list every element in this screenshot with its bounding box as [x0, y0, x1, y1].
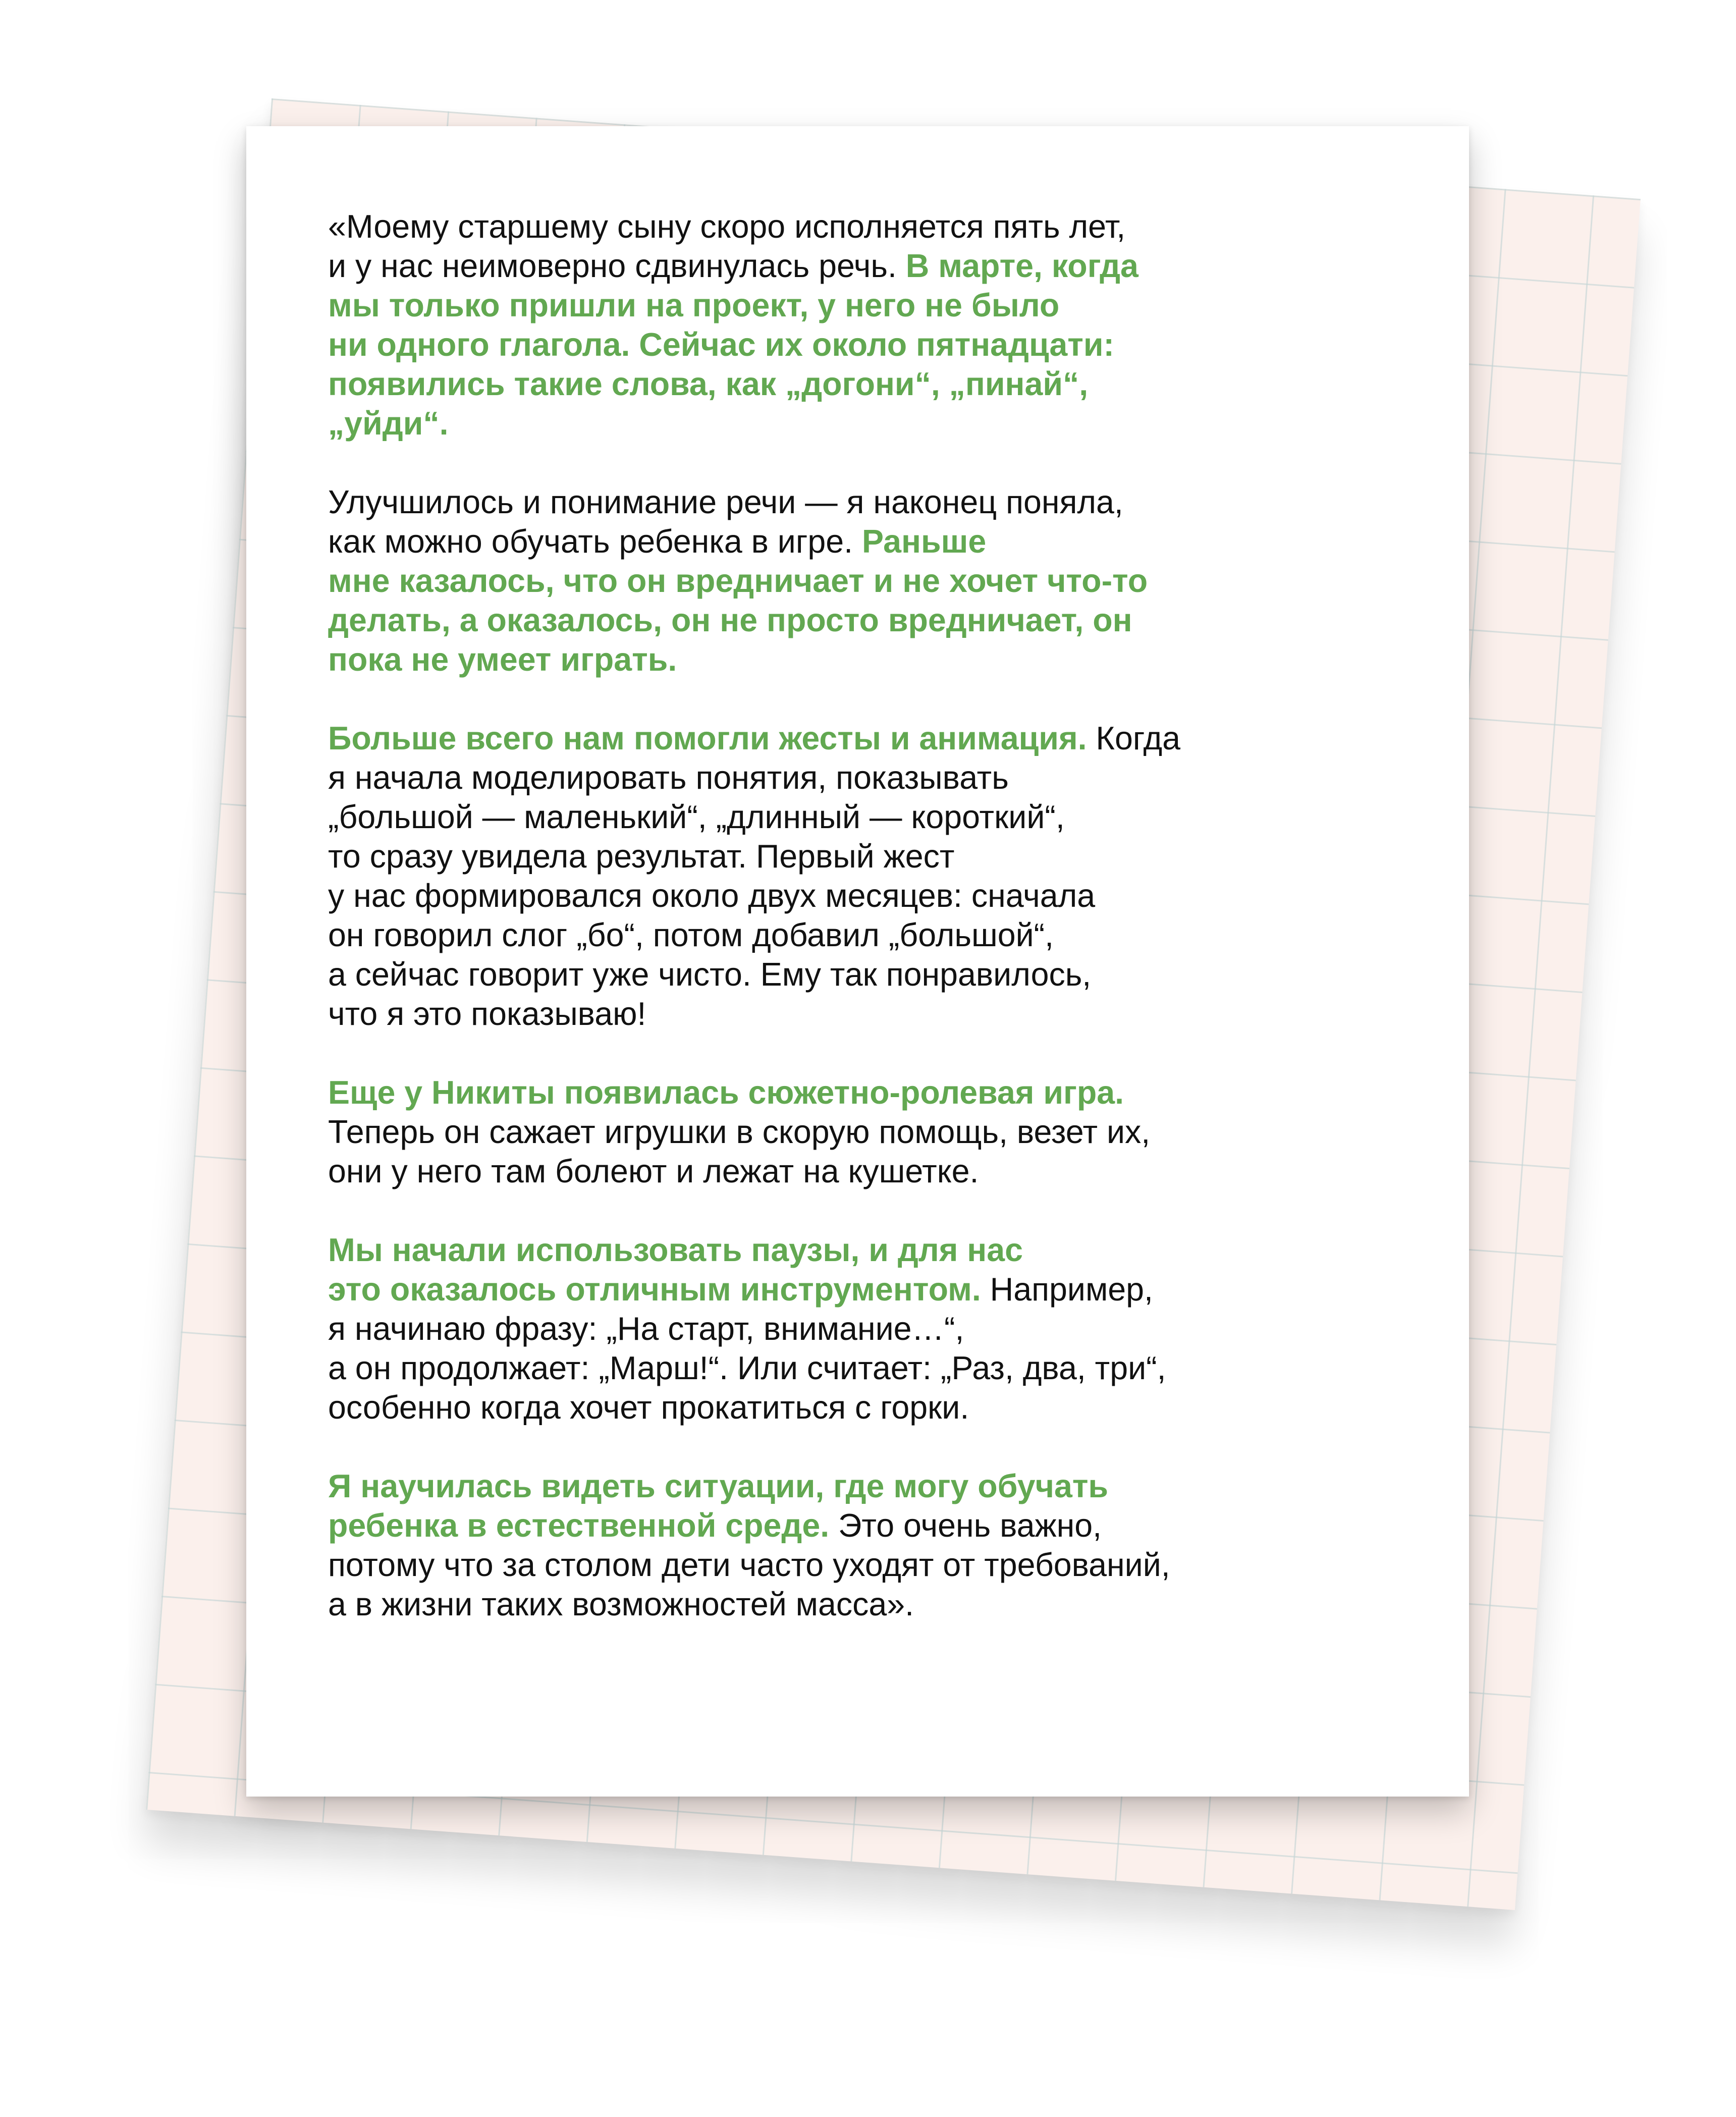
text-line: [328, 640, 1418, 679]
highlight-text: Мы начали использовать паузы, и для нас: [328, 1232, 1023, 1268]
text-line: [328, 325, 1418, 364]
highlight-text: Еще у Никиты появилась сюжетно-ролевая игра.: [328, 1074, 1124, 1111]
text-line: [328, 994, 1418, 1034]
regular-text: особенно когда хочет прокатиться с горки.: [328, 1389, 969, 1426]
highlight-text: ни одного глагола. Сейчас их около пятнадцати:: [328, 327, 1115, 363]
paragraph-2: [328, 482, 1418, 679]
text-line: [328, 1545, 1418, 1585]
text-line: [328, 1467, 1418, 1506]
regular-text: они у него там болеют и лежат на кушетке.: [328, 1153, 979, 1189]
regular-text: я начинаю фразу: „На старт, внимание…“,: [328, 1311, 964, 1347]
highlight-text: Я научилась видеть ситуации, где могу обучать: [328, 1468, 1109, 1504]
paragraph-gap: [328, 1427, 1418, 1467]
text-line: [328, 1270, 1418, 1309]
text-line: [328, 246, 1418, 286]
text-line: [328, 561, 1418, 601]
text-line: [328, 286, 1418, 325]
regular-text: у нас формировался около двух месяцев: сначала: [328, 878, 1096, 914]
regular-text: Когда: [1087, 720, 1181, 756]
highlight-text: делать, а оказалось, он не просто вредничает, он: [328, 602, 1132, 638]
text-line: [328, 797, 1418, 837]
regular-text: «Моему старшему сыну скоро исполняется пять лет,: [328, 208, 1126, 245]
text-line: [328, 1073, 1418, 1112]
paragraph-gap: [328, 1191, 1418, 1230]
text-line: [328, 837, 1418, 876]
highlight-text: В марте, когда: [905, 248, 1138, 284]
regular-text: он говорил слог „бо“, потом добавил „большой“,: [328, 917, 1054, 953]
paragraph-gap: [328, 679, 1418, 719]
highlight-text: пока не умеет играть.: [328, 641, 677, 678]
paragraph-4: [328, 1073, 1418, 1191]
regular-text: а он продолжает: „Марш!“. Или считает: „Раз, два, три“,: [328, 1350, 1166, 1386]
text-line: [328, 1309, 1418, 1348]
paragraph-5: [328, 1230, 1418, 1427]
regular-text: потому что за столом дети часто уходят от требований,: [328, 1547, 1170, 1583]
highlight-text: мы только пришли на проект, у него не было: [328, 287, 1060, 323]
regular-text: Теперь он сажает игрушки в скорую помощь, везет их,: [328, 1114, 1151, 1150]
paragraph-3: [328, 719, 1418, 1034]
highlight-text: „уйди“.: [328, 405, 449, 442]
highlight-text: мне казалось, что он вредничает и не хочет что-то: [328, 563, 1148, 599]
paragraph-gap: [328, 1034, 1418, 1073]
quote-page: [246, 126, 1469, 1797]
text-line: [328, 1506, 1418, 1545]
text-line: [328, 1348, 1418, 1388]
text-line: [328, 719, 1418, 758]
highlight-text: появились такие слова, как „догони“, „пинай“,: [328, 366, 1089, 402]
quote-text: [328, 207, 1418, 1624]
text-line: [328, 1230, 1418, 1270]
text-line: [328, 758, 1418, 797]
regular-text: и у нас неимоверно сдвинулась речь.: [328, 248, 906, 284]
regular-text: а сейчас говорит уже чисто. Ему так понравилось,: [328, 956, 1092, 993]
text-line: [328, 601, 1418, 640]
text-line: [328, 955, 1418, 994]
regular-text: как можно обучать ребенка в игре.: [328, 523, 862, 560]
text-line: [328, 404, 1418, 443]
regular-text: Например,: [981, 1271, 1153, 1308]
regular-text: Улучшилось и понимание речи — я наконец поняла,: [328, 484, 1123, 520]
highlight-text: Раньше: [861, 523, 987, 560]
text-line: [328, 482, 1418, 522]
regular-text: „большой — маленький“, „длинный — короткий“,: [328, 799, 1065, 835]
text-line: [328, 1585, 1418, 1624]
text-line: [328, 522, 1418, 561]
text-line: [328, 876, 1418, 915]
regular-text: что я это показываю!: [328, 996, 646, 1032]
regular-text: я начала моделировать понятия, показывать: [328, 759, 1009, 796]
paragraph-1: [328, 207, 1418, 443]
text-line: [328, 1152, 1418, 1191]
text-line: [328, 1388, 1418, 1427]
paragraph-6: [328, 1467, 1418, 1624]
highlight-text: это оказалось отличным инструментом.: [328, 1271, 981, 1308]
paragraph-gap: [328, 443, 1418, 482]
text-line: [328, 1112, 1418, 1152]
text-line: [328, 915, 1418, 955]
highlight-text: ребенка в естественной среде.: [328, 1507, 830, 1544]
regular-text: то сразу увидела результат. Первый жест: [328, 838, 955, 875]
regular-text: а в жизни таких возможностей масса».: [328, 1586, 914, 1622]
regular-text: Это очень важно,: [829, 1507, 1102, 1544]
text-line: [328, 207, 1418, 246]
text-line: [328, 364, 1418, 404]
highlight-text: Больше всего нам помогли жесты и анимация.: [328, 720, 1087, 756]
